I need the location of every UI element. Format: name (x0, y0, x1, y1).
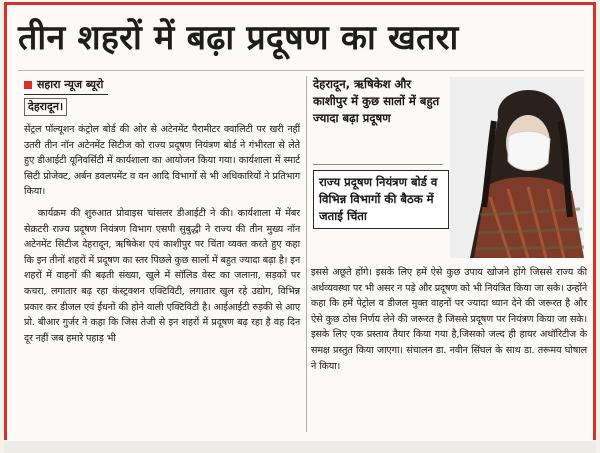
dateline: देहरादून। (24, 98, 67, 116)
headline-divider (18, 70, 584, 71)
top-border-rule (4, 2, 596, 5)
red-square-icon (24, 81, 32, 89)
pull-quote-secondary: राज्य प्रदूषण नियंत्रण बोर्ड व विभिन्न विभागों की बैठक में जताई चिंता (313, 170, 449, 229)
woman-with-mask-photo (450, 77, 584, 258)
newspaper-clipping (4, 0, 596, 453)
headline: तीन शहरों में बढ़ा प्रदूषण का खतरा (18, 18, 459, 58)
byline (24, 77, 103, 93)
byline-text: सहारा न्यूज ब्यूरो (37, 78, 104, 91)
article-paragraph: कार्यक्रम की शुरुआत प्रोवाइस चांसलर डीआईटी ने की। कार्यशाला में मेंबर सेक्रटरी राज्य प्रदूषण नियंत्रण विभाग एसपी सुबुद्धी ने राज्य की तीन मुख्य नॉन अटेनमेंट सिटीज देहरादून, ऋषिकेश एवं काशीपुर पर चिंता व्यक्त करते हुए कहा कि इन तीनों शहरों में प्रदूषण का स्तर पिछले कुछ सालों में बहुत ज्यादा बढ़ा है। इन शहरों में वाहनों की बढ़ती संख्या, खुले में सॉलिड वेस्ट का जलाना, सड़कों पर कचरा, लगातार बढ़ रहा कंस्ट्रक्शन एक्टिविटी, लगातार खुल रहे उद्योग, विभिन्न प्रकार कर डीजल एवं ईंधनों की होने वाली एक्टिविटी है। आईआईटी रुड़की से आए प्रो. बीआर गुर्जर ने कहा कि जिस तेजी से इन शहरों में प्रदूषण बढ़ रहा है वह दिन दूर नहीं जब हमारे पहाड़ भी (24, 207, 300, 344)
pull-quote-divider (313, 164, 443, 165)
article-column-right (311, 265, 587, 374)
article-photo (450, 77, 584, 258)
pull-quote-primary: देहरादून, ऋषिकेश और काशीपुर में कुछ सालों में बहुत ज्यादा बढ़ा प्रदूषण (313, 77, 440, 125)
right-border-rule (593, 2, 596, 440)
byline-underline (24, 94, 108, 95)
article-paragraph: सेंट्रल पॉल्यूशन कंट्रोल बोर्ड की ओर से अटेनमेंट पैरामीटर क्वालिटी पर खरी नहीं उतरी तीन नॉन अटेनमेंट सिटीज को राज्य प्रदूषण नियंत्रण बोर्ड ने गंभीरता से लेते हुए डीआईटी यूनिवर्सिटी में कार्यशाला का आयोजन किया गया। कार्यशाला में स्मार्ट सिटी प्रोजेक्ट, अर्बन डवलपमेंट व वन आदि विभागों से भी अधिकारियों ने प्रतिभाग किया। (24, 124, 300, 198)
article-column-left (24, 122, 300, 346)
column-divider (306, 76, 307, 432)
left-border-rule (4, 2, 7, 440)
clipping-bottom-edge (4, 441, 596, 453)
article-paragraph: इससे अछूते होंगे। इसके लिए हमें ऐसे कुछ उपाय खोजने होंगे जिससे राज्य की अर्थव्यवस्था पर भी असर न पड़े और प्रदूषण को भी नियंत्रित किया जा सके। उन्होंने कहा कि हमें पेट्रोल व डीजल मुक्त वाहनों पर ज्यादा ध्यान देने की जरूरत है और ऐसे कुछ ठोस निर्णय लेने की जरूरत है जिससे प्रदूषण पर नियंत्रण किया जा सके। इसके लिए एक प्रस्ताव तैयार किया गया है,जिसको जल्द ही हायर अथॉरिटीज के समक्ष प्रस्तुत किया जाएगा। संचालन डा. नवीन सिंघल के साथ डा. तरूमय घोषाल ने किया। (311, 267, 587, 372)
